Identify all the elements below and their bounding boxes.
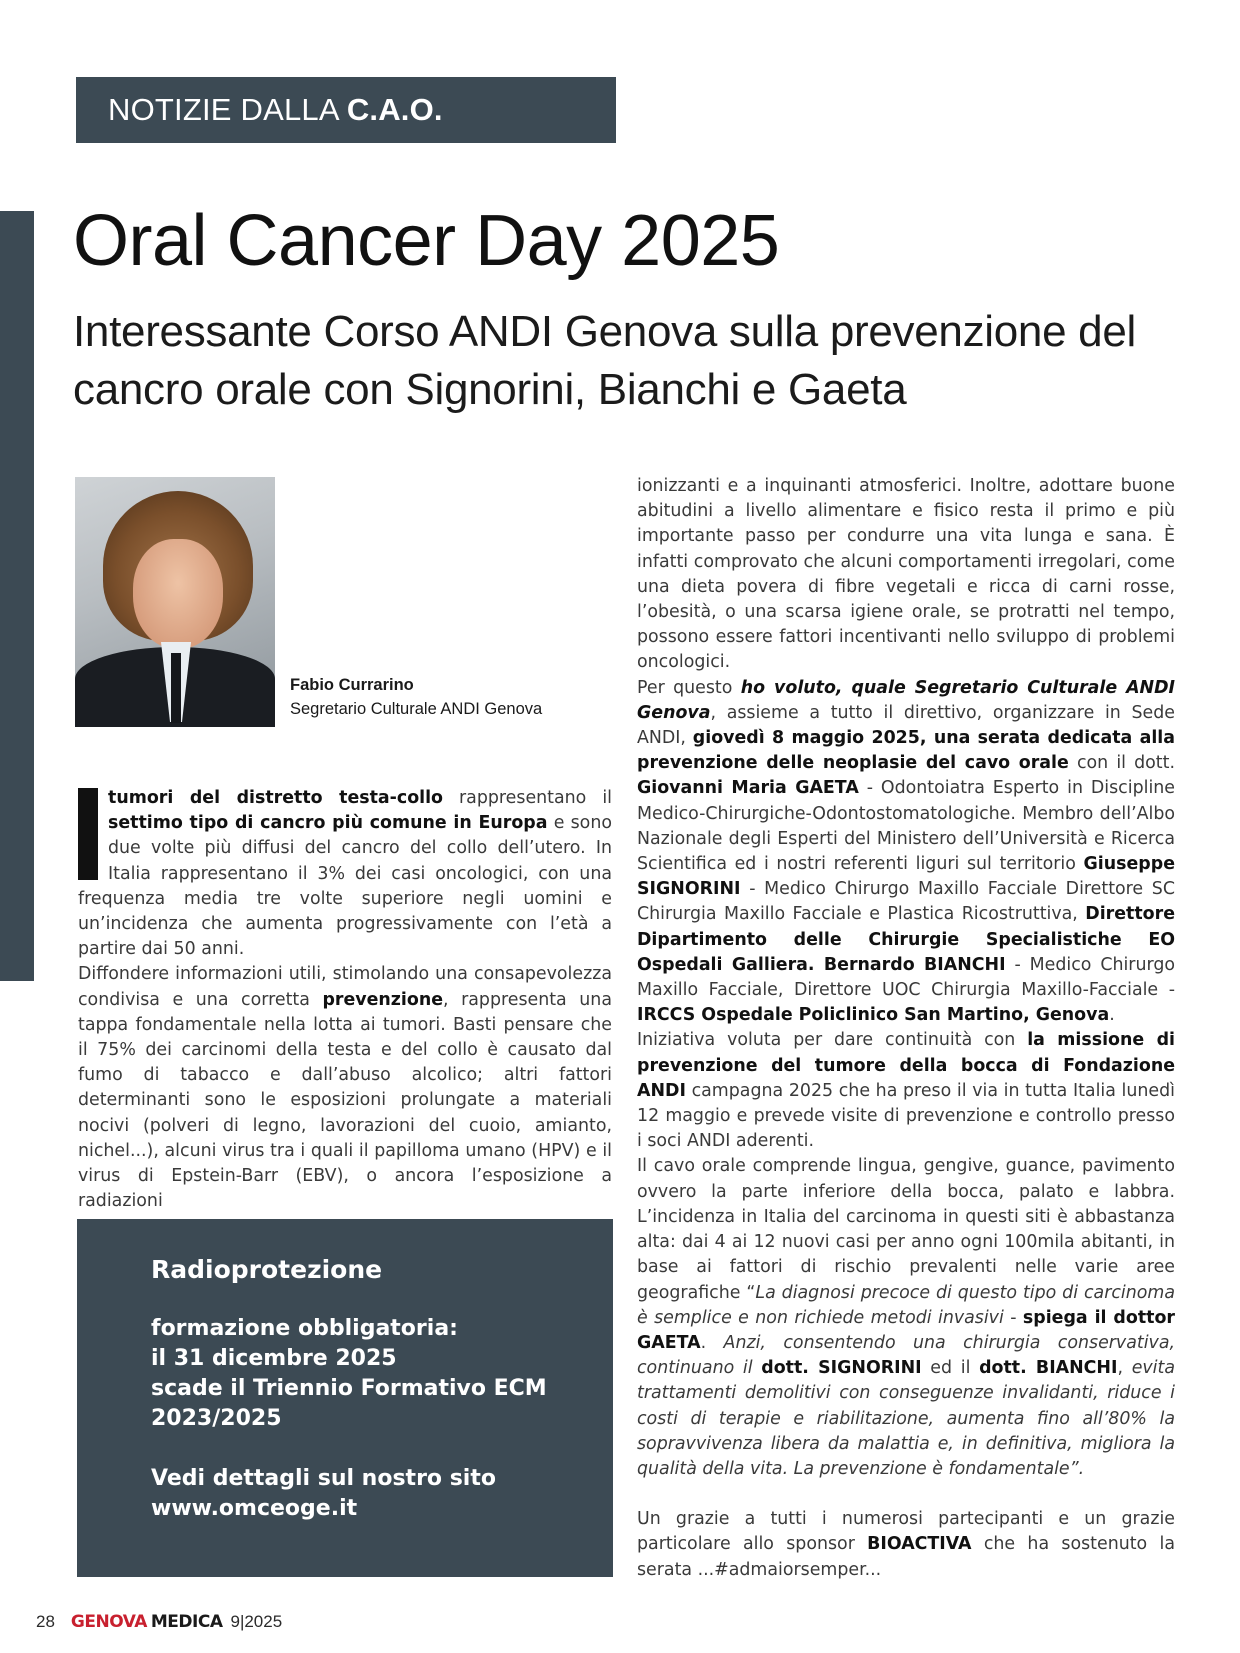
section-tag-bold: C.A.O.	[346, 92, 443, 127]
info-box-website: Vedi dettagli sul nostro sito www.omceoge.it	[151, 1466, 496, 1521]
section-tag	[76, 77, 616, 143]
brand-medica: MEDICA	[150, 1612, 223, 1632]
paragraph: Per questo ho voluto, quale Segretario Culturale ANDI Genova, assieme a tutto il direttivo, organizzare in Sede ANDI, giovedì 8 maggio 2025, una serata dedicata alla prevenzione delle neoplasie del cavo orale con il dott. Giovanni Maria GAETA - Odontoiatra Esperto in Discipline Medico-Chirurgiche-Odontostomatologiche. Membro dell’Albo Nazionale degli Esperti del Ministero dell’Università e Ricerca Scientifica ed i nostri referenti liguri sul territorio Giuseppe SIGNORINI - Medico Chirurgo Maxillo Facciale Direttore SC Chirurgia Maxillo Facciale e Plastica Ricostruttiva, Direttore Dipartimento delle Chirurgie Specialistiche EO Ospedali Galliera. Bernardo BIANCHI - Medico Chirurgo Maxillo Facciale, Direttore UOC Chirurgia Maxillo-Facciale - IRCCS Ospedale Policlinico San Martino, Genova.	[637, 677, 1176, 1026]
page-number: 28	[36, 1612, 55, 1631]
paragraph: Diffondere informazioni utili, stimolando una consapevolezza condivisa e una corretta prevenzione, rappresenta una tappa fondamentale nella lotta ai tumori. Basti pensare che il 75% dei carcinomi della testa e del collo è causato dal fumo di tabacco e dall’abuso alcolico; altri fattori determinanti sono le esposizioni prolungate a materiali nocivi (polveri di legno, lavorazioni del cuoio, amianto, nichel...), alcuni virus tra i quali il papilloma umano (HPV) e il virus di Epstein-Barr (EBV), o ancora l’esposizione a radiazioni	[78, 964, 612, 1212]
page-footer	[36, 1612, 282, 1632]
paragraph: Iniziativa voluta per dare continuità con la missione di prevenzione del tumore della bocca di Fondazione ANDI campagna 2025 che ha preso il via in tutta Italia lunedì 12 maggio e prevede visite di prevenzione e controllo presso i soci ANDI aderenti.	[637, 1030, 1175, 1152]
info-box	[77, 1219, 613, 1577]
author-role: Segretario Culturale ANDI Genova	[290, 700, 543, 718]
article-column-right	[637, 474, 1175, 1584]
issue-number: 9|2025	[230, 1612, 283, 1631]
author-name: Fabio Currarino	[290, 676, 414, 694]
article-subtitle: Interessante Corso ANDI Genova sulla prevenzione del cancro orale con Signorini, Bianchi e Gaeta	[73, 307, 1137, 414]
author-portrait	[75, 477, 275, 717]
info-box-title: Radioprotezione	[151, 1255, 383, 1284]
paragraph: ionizzanti e a inquinanti atmosferici. Inoltre, adottare buone abitudini a livello alimentare e fisico resta il primo e più importante passo per condurre una vita lunga e sana. È infatti comprovato che alcuni comportamenti irregolari, come una dieta povera di fibre vegetali e ricca di carni rosse, l’obesità, o una scarsa igiene orale, se protratti nel tempo, possono essere fattori incentivanti nello sviluppo di problemi oncologici.	[637, 476, 1175, 673]
brand-genova: GENOVA	[70, 1612, 147, 1632]
paragraph: Il cavo orale comprende lingua, gengive, guance, pavimento ovvero la parte inferiore della bocca, palato e labbra. L’incidenza in Italia del carcinoma in questi siti è abbastanza alta: dai 4 ai 12 nuovi casi per anno ogni 100mila abitanti, in base ai fattori di rischio prevalenti nelle varie aree geografiche “La diagnosi precoce di questo tipo di carcinoma è semplice e non richiede metodi invasivi - spiega il dottor GAETA. Anzi, consentendo una chirurgia conservativa, continuano il dott. SIGNORINI ed il dott. BIANCHI, evita trattamenti demolitivi con conseguenze invalidanti, riduce i costi di terapie e riabilitazione, aumenta fino all’80% la sopravvivenza libera da malattia e, in definitiva, migliora la qualità della vita. La prevenzione è fondamentale”.	[637, 1156, 1176, 1479]
article-title: Oral Cancer Day 2025	[73, 201, 780, 281]
paragraph: Un grazie a tutti i numerosi partecipanti e un grazie particolare allo sponsor BIOACTIVA che ha sostenuto la serata ...#admaiorsemper...	[637, 1509, 1176, 1580]
info-box-deadline: formazione obbligatoria: il 31 dicembre 2025 scade il Triennio Formativo ECM 2023/2025	[151, 1316, 547, 1431]
paragraph: tumori del distretto testa-collo rappresentano il settimo tipo di cancro più comune in Europa e sono due volte più diffusi del cancro del collo dell’utero. In Italia rappresentano il 3% dei casi oncologici, con una frequenza media tre volte superiore negli uomini e un’incidenza che aumenta progressivamente con l’età a partire dai 50 anni.	[78, 788, 612, 960]
drop-cap	[78, 788, 98, 880]
article-column-left	[78, 786, 612, 1212]
left-accent-bar	[0, 211, 34, 981]
section-tag-prefix: NOTIZIE DALLA	[108, 92, 347, 127]
